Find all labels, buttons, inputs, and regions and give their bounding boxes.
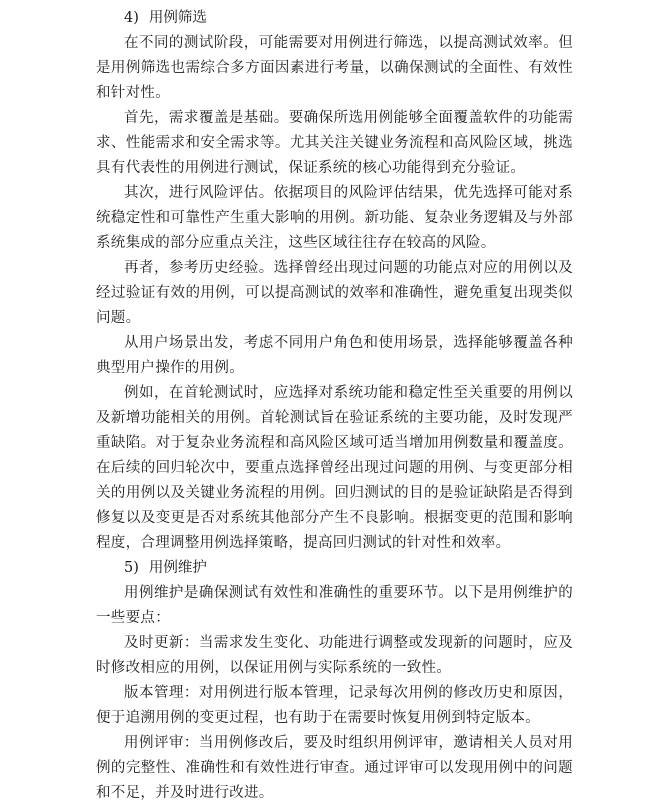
paragraph: 及时更新：当需求发生变化、功能进行调整或发现新的问题时，应及时修改相应的用例，以保证用例与实际系统的一致性。 xyxy=(96,635,573,676)
paragraph: 从用户场景出发，考虑不同用户角色和使用场景，选择能够覆盖各种典型用户操作的用例。 xyxy=(96,335,573,376)
section-4-title: 用例筛选 xyxy=(148,10,207,26)
section-5-heading xyxy=(96,556,573,581)
paragraph: 在不同的测试阶段，可能需要对用例进行筛选，以提高测试效率。但是用例筛选也需综合多方面因素进行考量，以确保测试的全面性、有效性和针对性。 xyxy=(96,35,573,101)
section-4-heading xyxy=(96,6,573,31)
paragraph: 其次，进行风险评估。依据项目的风险评估结果，优先选择可能对系统稳定性和可靠性产生重大影响的用例。新功能、复杂业务逻辑及与外部系统集成的部分应重点关注，这些区域往往存在较高的风险。 xyxy=(96,185,573,251)
paragraph: 再者，参考历史经验。选择曾经出现过问题的功能点对应的用例以及经过验证有效的用例，可以提高测试的效率和准确性，避免重复出现类似问题。 xyxy=(96,260,573,326)
section-5-number: 5) xyxy=(124,560,139,576)
section-4-number: 4) xyxy=(124,10,139,26)
paragraph: 用例维护是确保测试有效性和准确性的重要环节。以下是用例维护的一些要点： xyxy=(96,585,573,626)
paragraph: 用例评审：当用例修改后，要及时组织用例评审，邀请相关人员对用例的完整性、准确性和有效性进行审查。通过评审可以发现用例中的问题和不足，并及时进行改进。 xyxy=(96,735,573,801)
section-5-title: 用例维护 xyxy=(148,560,207,576)
paragraph: 例如，在首轮测试时，应选择对系统功能和稳定性至关重要的用例以及新增功能相关的用例。首轮测试旨在验证系统的主要功能，及时发现严重缺陷。对于复杂业务流程和高风险区域可适当增加用例数量和覆盖度。在后续的回归轮次中，要重点选择曾经出现过问题的用例、与变更部分相关的用例以及关键业务流程的用例。回归测试的目的是验证缺陷是否得到修复以及变更是否对系统其他部分产生不良影响。根据变更的范围和影响程度，合理调整用例选择策略，提高回归测试的针对性和效率。 xyxy=(96,385,573,551)
paragraph: 版本管理：对用例进行版本管理，记录每次用例的修改历史和原因，便于追溯用例的变更过程，也有助于在需要时恢复用例到特定版本。 xyxy=(96,685,573,726)
paragraph: 首先，需求覆盖是基础。要确保所选用例能够全面覆盖软件的功能需求、性能需求和安全需求等。尤其关注关键业务流程和高风险区域，挑选具有代表性的用例进行测试，保证系统的核心功能得到充分验证。 xyxy=(96,110,573,176)
